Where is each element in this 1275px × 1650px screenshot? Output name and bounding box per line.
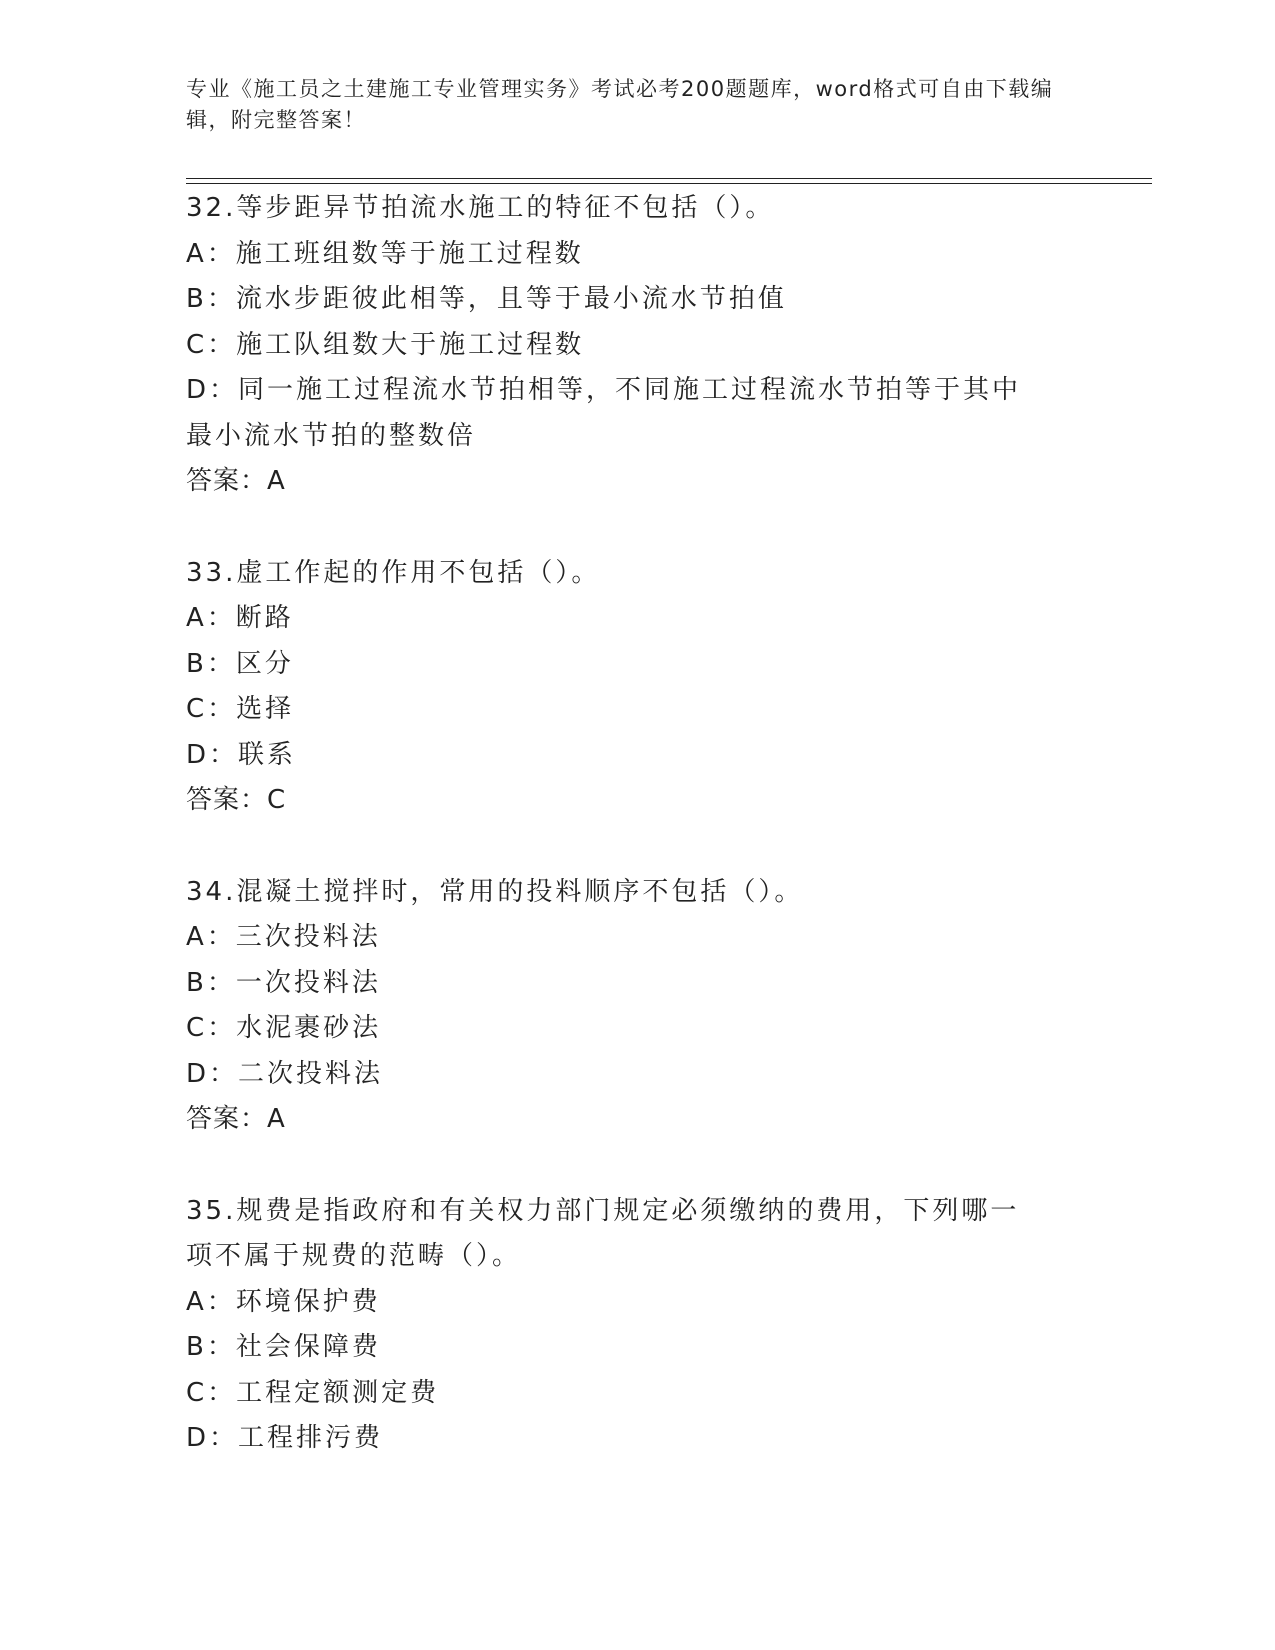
option-c: C：施工队组数大于施工过程数 bbox=[186, 329, 585, 360]
answer: 答案：A bbox=[186, 1104, 286, 1134]
option-a: A：断路 bbox=[186, 603, 294, 633]
option-d: D：工程排污费 bbox=[186, 1423, 384, 1453]
option-c: C：水泥裹砂法 bbox=[186, 1013, 382, 1043]
option-a: A：环境保护费 bbox=[186, 1286, 381, 1317]
option-b: B：社会保障费 bbox=[186, 1332, 381, 1362]
option-c: C：工程定额测定费 bbox=[186, 1377, 440, 1408]
option-d: D：二次投料法 bbox=[186, 1058, 384, 1089]
question-stem: 34.混凝土搅拌时，常用的投料顺序不包括（）。 bbox=[186, 876, 804, 907]
option-a: A：施工班组数等于施工过程数 bbox=[186, 238, 584, 269]
header-rule-bottom bbox=[186, 183, 1152, 184]
question-stem: 35.规费是指政府和有关权力部门规定必须缴纳的费用，下列哪一项不属于规费的范畴（）。 bbox=[186, 1195, 1020, 1271]
option-b: B：区分 bbox=[186, 648, 294, 679]
question-stem: 32.等步距异节拍流水施工的特征不包括（）。 bbox=[186, 193, 775, 223]
question-33 bbox=[186, 551, 1086, 824]
header-title: 专业《施工员之土建施工专业管理实务》考试必考200题题库，word格式可自由下载编辑，附完整答案！ bbox=[186, 77, 1054, 132]
option-d: D：同一施工过程流水节拍相等，不同施工过程流水节拍等于其中最小流水节拍的整数倍 bbox=[186, 375, 1022, 451]
document-header bbox=[186, 74, 1066, 136]
answer: 答案：C bbox=[186, 785, 287, 815]
question-34 bbox=[186, 870, 1086, 1143]
question-list bbox=[186, 186, 1086, 1508]
option-d: D：联系 bbox=[186, 739, 297, 770]
header-rule-top bbox=[186, 178, 1152, 179]
option-b: B：一次投料法 bbox=[186, 967, 381, 998]
option-c: C：选择 bbox=[186, 694, 295, 724]
question-32 bbox=[186, 186, 1086, 505]
answer: 答案：A bbox=[186, 466, 286, 496]
option-b: B：流水步距彼此相等，且等于最小流水节拍值 bbox=[186, 284, 787, 314]
option-a: A：三次投料法 bbox=[186, 922, 381, 952]
question-stem: 33.虚工作起的作用不包括（）。 bbox=[186, 557, 601, 588]
question-35 bbox=[186, 1189, 1086, 1462]
